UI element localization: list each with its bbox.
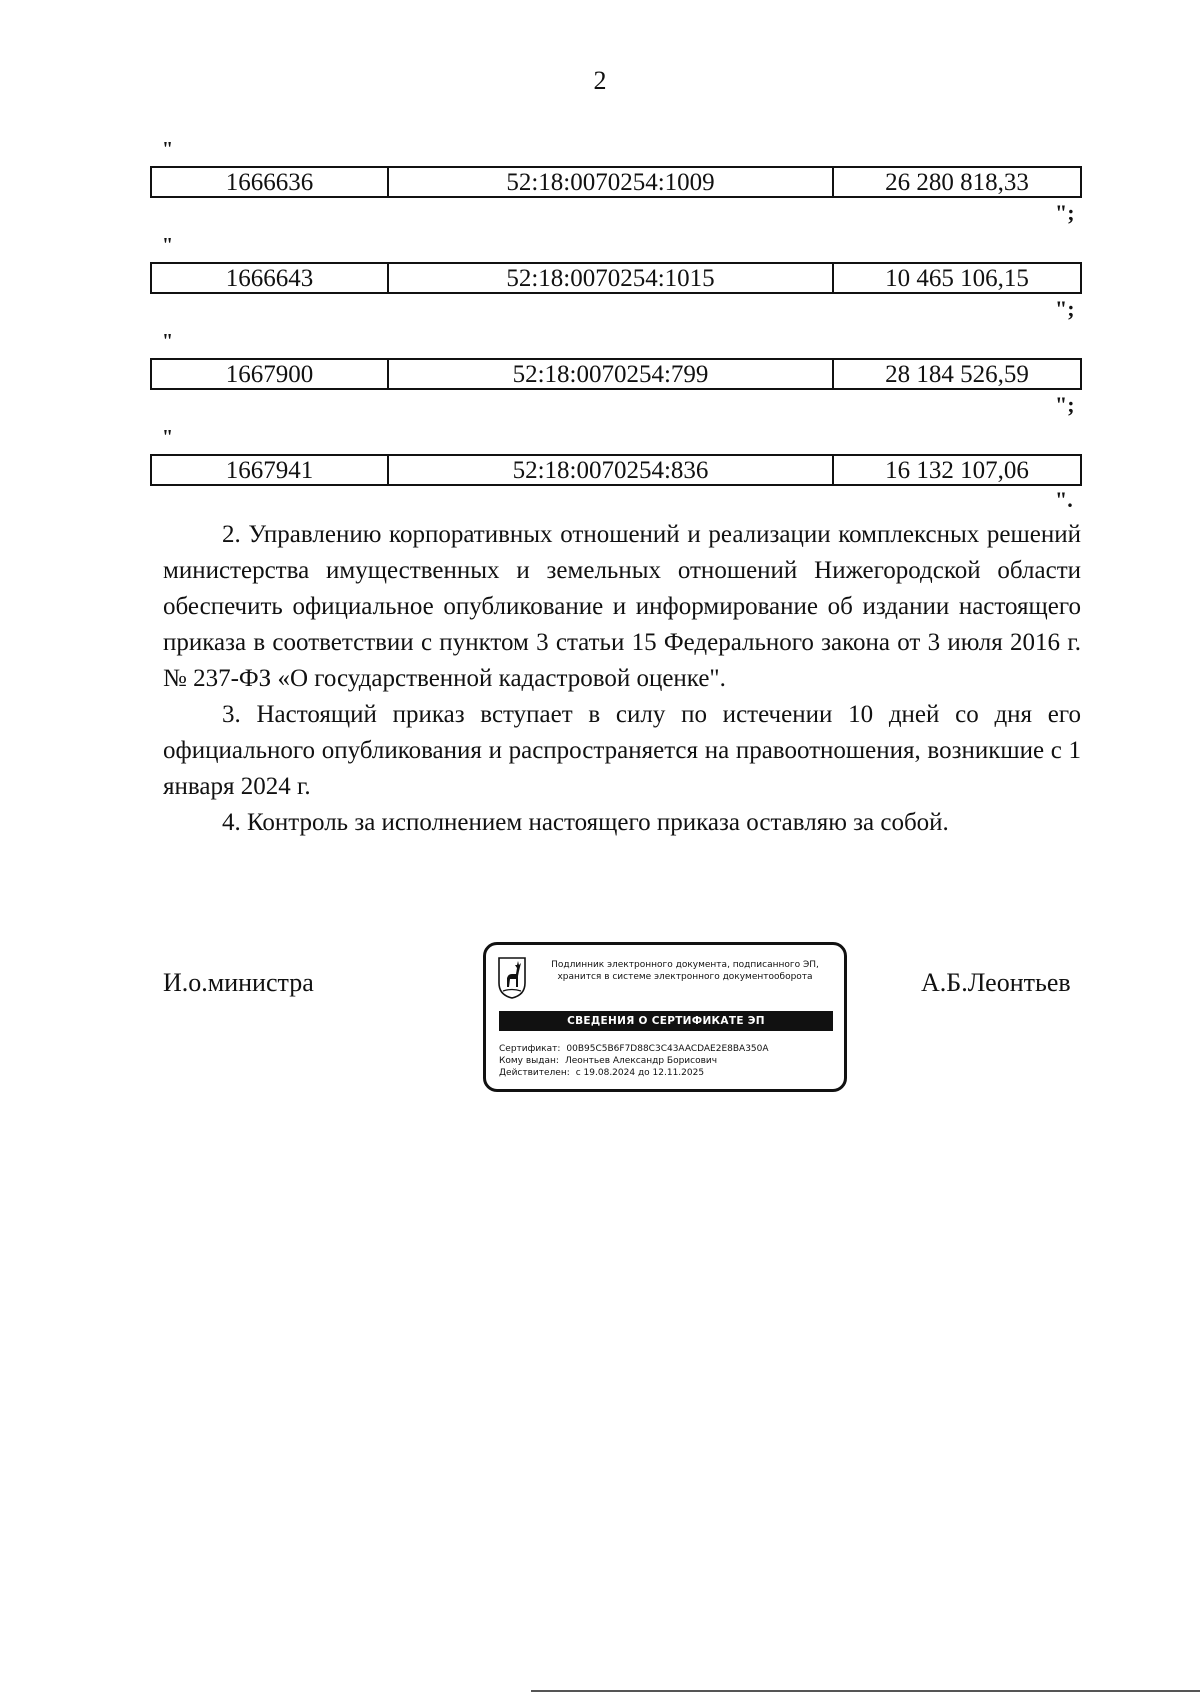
row-id-cell: 1667941 (152, 456, 389, 484)
stamp-header-line-1: Подлинник электронного документа, подписанного ЭП, (551, 960, 819, 970)
cadastral-value-cell: 16 132 107,06 (885, 456, 1029, 484)
open-quote-3: " (162, 330, 174, 352)
coat-of-arms-icon (498, 957, 526, 999)
cadastral-number-cell: 52:18:0070254:799 (389, 360, 834, 388)
open-quote-1: " (162, 138, 174, 160)
validity-line (499, 1067, 839, 1079)
open-quote-4: " (162, 426, 174, 448)
body-text (163, 517, 1081, 841)
signer-name: А.Б.Леонтьев (921, 968, 1071, 997)
validity-label: Действителен: (499, 1068, 570, 1078)
table-row (150, 454, 1082, 486)
row-id-cell: 1666643 (152, 264, 389, 292)
owner-line (499, 1055, 839, 1067)
row-id-cell: 1667900 (152, 360, 389, 388)
certificate-details (499, 1043, 839, 1079)
signer-title: И.о.министра (163, 968, 314, 997)
bottom-divider (531, 1690, 1200, 1692)
close-quote-1: "; (1055, 200, 1075, 225)
close-quote-4: ". (1055, 487, 1073, 512)
cadastral-value-cell: 10 465 106,15 (885, 264, 1029, 292)
owner-value: Леонтьев Александр Борисович (564, 1056, 718, 1066)
certificate-line (499, 1043, 839, 1055)
certificate-value: 00B95C5B6F7D88C3C43AACDAE2E8BA350A (566, 1044, 769, 1054)
page-number: 2 (593, 66, 607, 95)
open-quote-2: " (162, 234, 174, 256)
table-row (150, 166, 1082, 198)
table-row (150, 262, 1082, 294)
close-quote-3: "; (1055, 392, 1075, 417)
table-row (150, 358, 1082, 390)
cadastral-number-cell: 52:18:0070254:1015 (389, 264, 834, 292)
close-quote-2: "; (1055, 296, 1075, 321)
row-id-cell: 1666636 (152, 168, 389, 196)
cadastral-number-cell: 52:18:0070254:836 (389, 456, 834, 484)
cadastral-number-cell: 52:18:0070254:1009 (389, 168, 834, 196)
owner-label: Кому выдан: (499, 1056, 559, 1066)
electronic-signature-stamp (483, 942, 847, 1092)
stamp-header-line-2: хранится в системе электронного документооборота (557, 972, 813, 982)
cadastral-value-cell: 26 280 818,33 (885, 168, 1029, 196)
validity-value: с 19.08.2024 до 12.11.2025 (575, 1068, 705, 1078)
paragraph-2: 2. Управлению корпоративных отношений и реализации комплексных решений министерства имущественных и земельных отношений Нижегородской области обеспечить официальное опубликование и информирование об издании настоящего приказа в соответствии с пунктом 3 статьи 15 Федерального закона от 3 июля 2016 г. № 237-ФЗ «О государственной кадастровой оценке". (163, 521, 1081, 692)
cadastral-value-cell: 28 184 526,59 (885, 360, 1029, 388)
certificate-label: Сертификат: (499, 1044, 561, 1054)
paragraph-4: 4. Контроль за исполнением настоящего приказа оставляю за собой. (222, 809, 949, 836)
certificate-info-bar: СВЕДЕНИЯ О СЕРТИФИКАТЕ ЭП (499, 1011, 833, 1031)
stamp-header (532, 959, 838, 983)
paragraph-3: 3. Настоящий приказ вступает в силу по истечении 10 дней со дня его официального опубликования и распространяется на правоотношения, возникшие с 1 января 2024 г. (163, 701, 1081, 800)
